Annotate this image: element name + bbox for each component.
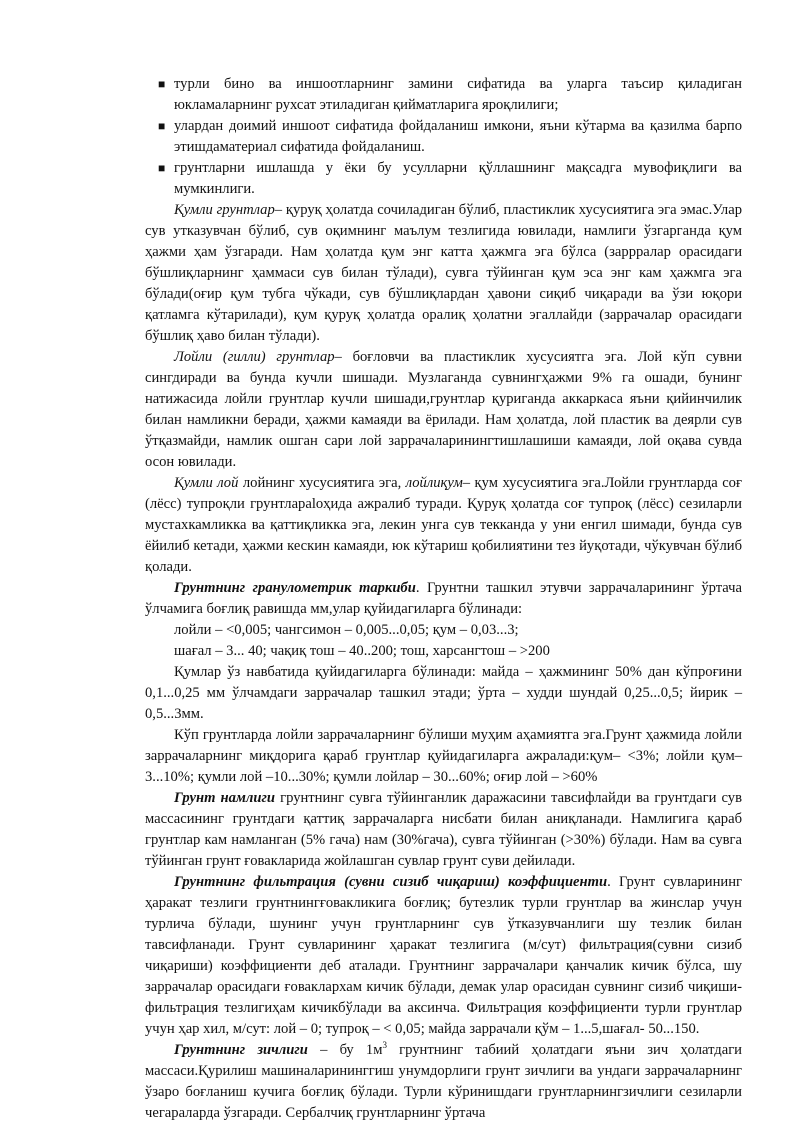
square-bullet-icon: ■: [158, 77, 166, 91]
square-bullet-icon: ■: [158, 119, 166, 133]
term-loamy-sand: лойлиқум: [405, 475, 463, 491]
term-clay-soils: Лойли (гилли) грунтлар: [174, 349, 335, 365]
term-sandy-soils: Қумли грунтлар: [174, 202, 275, 218]
term-filtration: Грунтнинг фильтрация (сувни сизиб чиқариш) коэффициенти: [174, 874, 608, 890]
term-granulometric: Грунтнинг гранулометрик таркиби: [174, 580, 416, 596]
paragraph-moisture: Грунт намлиги грунтнинг сувга тўйинганлик даражасини тавсифлайди ва грунтдаги сув массасининг грунтдаги қаттиқ заррачаларга нисбати билан аниқланади. Намлигига қараб грунтлар кам намланган (5% гача) нам (30%гача), сувга тўйинган (>30%) бўлади. Нам ва сувга тўйинган грунт ғовакларида жойлашган сувлар грунт суви дейилади.: [145, 790, 742, 869]
paragraph-sandy-soils: Қумли грунтлар– қуруқ ҳолатда сочиладиган бўлиб, пластиклик хусусиятига эга эмас.Улар сув утказувчан бўлиб, сув оқимнинг маълум тезлигида ювилади, намлиги ўзгарганда қум ҳажми ҳам ўзгаради. Нам ҳолатда қум энг катта ҳажмга эга бўлса (заррралар орасидаги бўшлиқларнинг ҳаммаси сув билан тўлади), сувга тўйинган қум эса энг кам ҳажмга эга бўлади(оғир қум тубга чўкади, сув бўшлиқлардан ҳавони сиқиб чиқаради ва ўзи юқори қатламга кўтарилади), қум қуруқ ҳолатда оралиқ ҳолатни эгаллайди (заррачалар орасидаги бўшлиқ ҳаво билан тўлади).: [145, 202, 742, 344]
paragraph-sand-classes: Қумлар ўз навбатида қуйидагиларга бўлинади: майда – ҳажмининг 50% дан кўпроғини 0,1...0,25 мм ўлчамдаги заррачалар ташкил этади; ўрта – худди шундай 0,25...0,5; йирик – 0,5...3мм.: [145, 664, 742, 722]
size-list-line-2: шағал – 3... 40; чақиқ тош – 40..200; тош, харсангтош – >200: [174, 643, 550, 659]
term-moisture: Грунт намлиги: [174, 790, 276, 806]
term-sandy-loam: Қумли лой: [174, 475, 239, 491]
paragraph-clay-particles: Кўп грунтларда лойли заррачаларнинг бўлиши муҳим аҳамиятга эга.Грунт ҳажмида лойли заррачаларнинг миқдорига қараб грунтлар қуйидагиларга ажралади:қум– <3%; лойли қум– 3...10%; қумли лой –10...30%; қумли лойлар – 30...60%; оғир лой – >60%: [145, 727, 742, 785]
size-list-line-1: лойли – <0,005; чангсимон – 0,005...0,05; қум – 0,03...3;: [174, 622, 519, 638]
paragraph-filtration: Грунтнинг фильтрация (сувни сизиб чиқариш) коэффициенти. Грунт сувларининг ҳаракат тезлиги грунтнингғовакликига боғлиқ; бутезлик турли грунтлар ва жинслар учун турлича бўлади, шунинг учун грунтларнинг сув ўтказувчанлиги шу тезлик билан тавсифланади. Грунт сувларининг ҳаракат тезлигига (м/сут) фильтрация(сувни сизиб чиқариши) коэффициенти деб аталади. Грунтнинг заррачалари қанчалик кичик бўлса, шу заррачалар орасидаги ғоваклархам кичик бўлади, демак улар орасидан сувнинг сизиб чиқиши-фильтрация тезлигиҳам кичикбўлади ва аксинча. Фильтрация коэффициенти турли грунтлар учун ҳар хил, м/сут: лой – 0; тупроқ – < 0,05; майда заррачали қўм – 1...5,шағал- 50...150.: [145, 874, 742, 1037]
bullet-item: ■ улардан доимий иншоот сифатида фойдаланиш имкони, яъни кўтарма ва қазилма барпо этишдаматериал сифатида фойдаланиш.: [158, 118, 742, 155]
bullet-item: ■ турли бино ва иншоотларнинг замини сифатида ва уларга таъсир қиладиган юкламаларнинг рухсат этиладиган қийматларига яроқлилиги;: [158, 76, 742, 113]
square-bullet-icon: ■: [158, 161, 166, 175]
bullet-item: ■ грунтларни ишлашда у ёки бу усулларни қўллашнинг мақсадга мувофиқлиги ва мумкинлиги.: [158, 160, 742, 197]
paragraph-density: Грунтнинг зичлиги – бу $1м^3$ грунтнинг табиий ҳолатдаги яъни зич ҳолатдаги массаси.Қурилиш машиналарининггиш унумдорлиги грунт зичлиги ва ундаги заррачаларнинг ўзаро боғланиш кучига боғлиқ бўлади. Турли кўринишдаги грунтларнингзичлиги сезиларли чегараларда ўзгаради. Сербалчиқ грунтларнинг ўртача: [145, 1040, 742, 1121]
term-density: Грунтнинг зичлиги: [174, 1042, 308, 1058]
bullet-list: [145, 74, 742, 200]
document-page: [145, 74, 742, 1124]
paragraph-granulometric: Грунтнинг гранулометрик таркиби. Грунтни ташкил этувчи заррачаларининг ўртача ўлчамига боғлиқ равишда мм,улар қуйидагиларга бўлинади:: [145, 580, 742, 617]
paragraph-loam: Қумли лой лойнинг хусусиятига эга, лойлиқум– қум хусусиятига эга.Лойли грунтларда соғ (лёсс) тупроқли грунтлараloҳида ажралиб туради. Қуруқ ҳолатда соғ тупроқ (лёсс) сезиларли мустахкамликка ва қаттиқликка эга, лекин унга сув текканда у уни енгил шимади, бунда сув ёйилиб кетади, ҳажми кескин камаяди, юк кўтариш қобилиятини тез йуқотади, чўкувчан бўлиб қолади.: [145, 475, 742, 575]
superscript-3: 3: [382, 1040, 387, 1051]
paragraph-clay-soils: Лойли (гилли) грунтлар– боғловчи ва пластиклик хусусиятга эга. Лой кўп сувни сингдиради ва бунда кучли шишади. Музлаганда сувнингҳажми 9% га ошади, бунинг натижасида лойли грунтлар кучли шишади,грунтлар қуриганда аккаркаса яъни қийинчилик билан намликни беради, ҳажми камаяди ва ёрилади. Нам ҳолатда, лой пластик ва деярли сув ўтқазмайди, намлик ошган сари лой заррачаларинингтишлашиши камаяди, лой оқава сувда осон ювилади.: [145, 349, 742, 470]
